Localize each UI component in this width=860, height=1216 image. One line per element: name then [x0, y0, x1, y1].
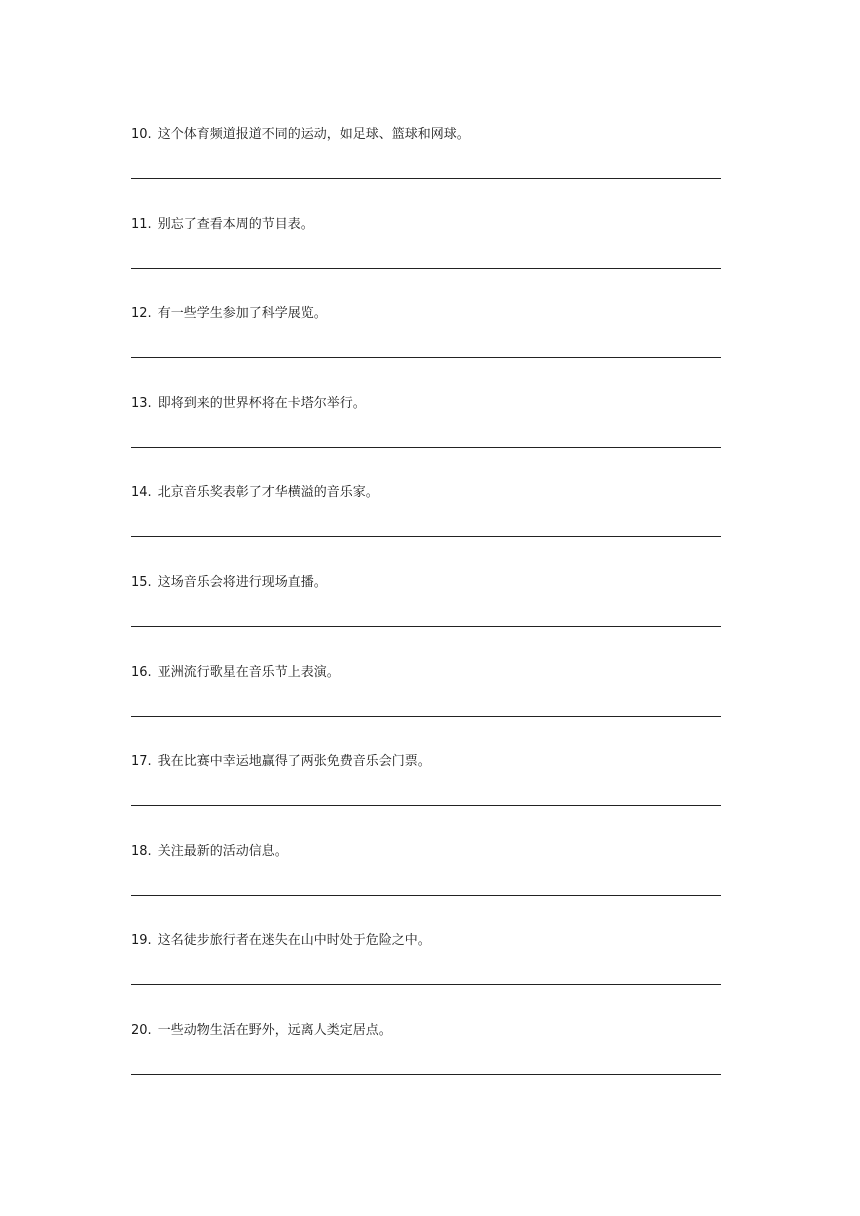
question-19 [131, 933, 721, 993]
answer-line[interactable] [131, 357, 721, 358]
question-number: 12. [131, 306, 152, 321]
question-text [131, 665, 340, 681]
question-sentence: 即将到来的世界杯将在卡塔尔举行。 [157, 396, 366, 411]
question-text [131, 217, 314, 233]
question-11 [131, 217, 721, 277]
question-text [131, 485, 379, 501]
question-text [131, 933, 431, 949]
question-sentence: 这场音乐会将进行现场直播。 [157, 575, 327, 590]
question-text [131, 306, 327, 322]
question-number: 17. [131, 754, 152, 769]
question-sentence: 这名徒步旅行者在迷失在山中时处于危险之中。 [157, 933, 431, 948]
question-sentence: 亚洲流行歌星在音乐节上表演。 [157, 665, 340, 680]
question-number: 11. [131, 217, 152, 232]
answer-line[interactable] [131, 178, 721, 179]
question-number: 10. [131, 127, 152, 142]
question-sentence: 关注最新的活动信息。 [157, 844, 288, 859]
answer-line[interactable] [131, 536, 721, 537]
question-number: 14. [131, 485, 152, 500]
answer-line[interactable] [131, 1074, 721, 1075]
question-text [131, 127, 470, 143]
question-text [131, 575, 327, 591]
question-number: 13. [131, 396, 152, 411]
question-text [131, 844, 288, 860]
answer-line[interactable] [131, 447, 721, 448]
question-20 [131, 1023, 721, 1083]
answer-line[interactable] [131, 626, 721, 627]
question-number: 19. [131, 933, 152, 948]
question-sentence: 我在比赛中幸运地赢得了两张免费音乐会门票。 [157, 754, 431, 769]
question-sentence: 这个体育频道报道不同的运动，如足球、篮球和网球。 [157, 127, 470, 142]
question-15 [131, 575, 721, 635]
question-number: 15. [131, 575, 152, 590]
answer-line[interactable] [131, 805, 721, 806]
question-sentence: 有一些学生参加了科学展览。 [157, 306, 327, 321]
question-13 [131, 396, 721, 456]
question-16 [131, 665, 721, 725]
question-number: 16. [131, 665, 152, 680]
answer-line[interactable] [131, 895, 721, 896]
question-12 [131, 306, 721, 366]
question-10 [131, 127, 721, 187]
question-14 [131, 485, 721, 545]
question-number: 18. [131, 844, 152, 859]
question-number: 20. [131, 1023, 152, 1038]
question-sentence: 别忘了查看本周的节目表。 [157, 217, 314, 232]
answer-line[interactable] [131, 268, 721, 269]
question-sentence: 北京音乐奖表彰了才华横溢的音乐家。 [157, 485, 379, 500]
question-17 [131, 754, 721, 814]
answer-line[interactable] [131, 984, 721, 985]
answer-line[interactable] [131, 716, 721, 717]
question-text [131, 396, 366, 412]
question-text [131, 1023, 392, 1039]
question-18 [131, 844, 721, 904]
question-text [131, 754, 431, 770]
question-sentence: 一些动物生活在野外，远离人类定居点。 [157, 1023, 392, 1038]
